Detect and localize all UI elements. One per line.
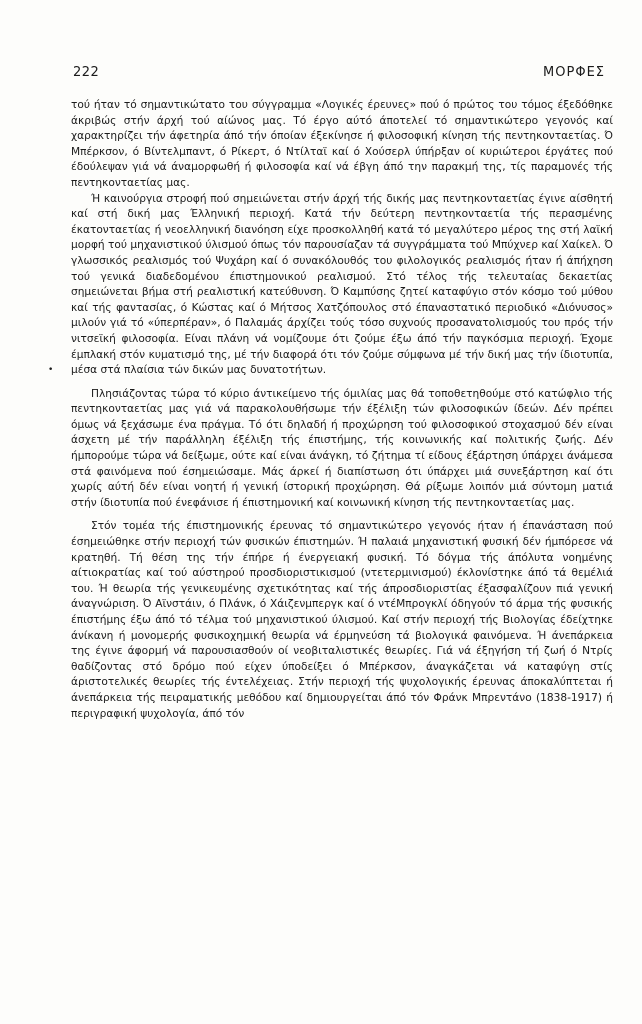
- margin-mark: •: [48, 365, 54, 375]
- body-text: [71, 98, 613, 722]
- paragraph-3: Πλησιάζοντας τώρα τό κύριο άντικείμενο τής όμιλίας μας θά τοποθετηθούμε στό κατώφλιο τής πεντηκονταετίας μας γιά νά παρακολουθήσωμε τήν έξέλιξη τών φιλοσοφικών ίδεών. Δέν πρέπει όμως νά ξεχάσωμε ένα πράγμα. Τό ότι δηλαδή ή προχώρηση τού φιλοσοφικού στοχασμού δέν είναι άσχετη μέ τήν παράλληλη έξέλιξη τής έπιστήμης, τής κοινωνικής καί πολιτικής ζωής. Δέν ήμπορούμε τώρα νά δείξωμε, ούτε καί είναι άνάγκη, τό ζήτημα τί είδους έξάρτηση ύπάρχει άνάμεσα στά φαινόμενα πού έσημειώσαμε. Μάς άρκεί ή διαπίστωση ότι ύπάρχει μιά συνεξάρτηση καί ότι χωρίς αύτή δέν είναι νοητή ή γενική ίστορική προχώρηση. Θά ρίξωμε λοιπόν μιά σύντομη ματιά στήν ίδιοτυπία πού ένεφάνισε ή έπιστημονική καί κοινωνική κίνηση τής πεντηκονταετίας μας.: [71, 387, 613, 509]
- running-head: [73, 65, 605, 85]
- page-number: 222: [73, 65, 100, 80]
- journal-title: ΜΟΡΦΕΣ: [543, 65, 605, 80]
- paragraph-1: τού ήταν τό σημαντικώτατο του σύγγραμμα «Λογικές έρευνες» πού ό πρώτος του τόμος έξεδόθηκε άκριβώς στήν άρχή τού αίώνος μας. Τό έργο αύτό άποτελεί τό σημαντικώτερο γεγονός καί χαρακτηρίζει τήν άφετηρία άπό τήν όποίαν έξεκίνησε ή φιλοσοφική κίνηση τής πεντηκονταετίας. Ό Μπέρκσον, ό Βίντελμπαντ, ό Ρίκερτ, ό Ντίλταϊ καί ό Χούσερλ ύπήρξαν οί κυριώτεροι έργάτες πού έδούλεψαν γιά νά άναμορφωθή ή φιλοσοφία καί νά έβγη άπό την παρακμή της, τίς παραμονές τής πεντηκονταετίας μας.: [71, 99, 613, 189]
- paragraph-4: Στόν τομέα τής έπιστημονικής έρευνας τό σημαντικώτερο γεγονός ήταν ή έπανάσταση πού έσημειώθηκε στήν περιοχή τών φυσικών έπιστημών. Ή παλαιά μηχανιστική φυσική δέν ήμπόρεσε νά κρατηθή. Τή θέση της τήν έπήρε ή ένεργειακή φυσική. Τό δόγμα τής άπόλυτα νοημένης αίτιοκρατίας καί τού αύστηρού προσδιοριστικισμού (ντετερμινισμού) έκλονίστηκε άπό τά θεμέλιά του. Ή θεωρία τής γενικευμένης σχετικότητας καί τής άπροσδιοριστίας έξασφαλίζουν πιά γενική άναγνώριση. Ό Αϊνστάιν, ό Πλάνκ, ό Χάιζενμπεργκ καί ό ντέΜπρογκλί όδηγούν τό άρμα τής φυσικής έπιστήμης έξω άπό τό τέλμα τού μηχανιστικού ύλισμού. Καί στήν περιοχή τής Βιολογίας έδείχτηκε άνίκανη ή μονομερής φυσικοχημική θεωρία νά έρμηνεύση τά βιολογικά φαινόμενα. Ή άνεπάρκεια της έγινε άφορμή νά παρουσιασθούν οί νεοβιταλιστικές θεωρίες. Γιά νά έξηγήση τή ζωή ό Ντρίς θαδίζοντας στό δρόμο πού είχεν ύποδείξει ό Μπέρκσον, άναγκάζεται νά καταφύγη στίς άριστοτελικές θεωρίες τής έντελέχειας. Στήν περιοχή τής ψυχολογικής έρευνας άποκαλύπτεται ή άνεπάρκεια τής πειραματικής μεθόδου καί δημιουργείται άπό τόν Φράνκ Μπρεντάνο (1838-1917) ή περιγραφική ψυχολογία, άπό τόν: [71, 520, 613, 720]
- paragraph-2: Ή καινούργια στροφή πού σημειώνεται στήν άρχή τής δικής μας πεντηκονταετίας έγινε αίσθητή καί στή δική μας Έλληνική περιοχή. Κατά τήν δεύτερη πεντηκονταετία τής περασμένης έκατονταετίας ή νεοελληνική διανόηση είχε προσκολληθή κατά τό μεγαλύτερο μέρος της στή λαϊκή μορφή τού μηχανιστικού ύλισμού όπως τόν παρουσίαζαν τά συγγράμματα τού Μπύχνερ καί Χαίκελ. Ό γλωσσικός ρεαλισμός τού Ψυχάρη καί ό συνακόλουθός του φιλολογικός ρεαλισμός ήταν ή άπήχηση τού γενικά διαδεδομένου έπιστημονικού ρεαλισμού. Στό τέλος τής τελευταίας δεκαετίας σημειώνεται βήμα στή ρεαλιστική κατεύθυνση. Ό Καμπύσης ζητεί καταφύγιο στόν κόσμο τού μύθου καί τής φαντασίας, ό Κώστας καί ό Μήτσος Χατζόπουλος στό έπαναστατικό περιοδικό «Διόνυσος» μιλούν γιά τό «ύπερπέραν», ό Παλαμάς άρχίζει τούς τόσο συχνούς προσανατολισμούς του πρός τήν νιτσεϊκή φιλοσοφία. Είναι πλάνη νά νομίζουμε ότι ζούμε έξω άπό τήν παγκόσμια περιοχή. Έχομε έμπλακή στόν κυματισμό της, μέ τήν διαφορά ότι τόν ζούμε σύμφωνα μέ τήν δική μας τήν ίδιοτυπία, μέσα στά πλαίσια τών δικών μας δυνατοτήτων.: [71, 192, 613, 377]
